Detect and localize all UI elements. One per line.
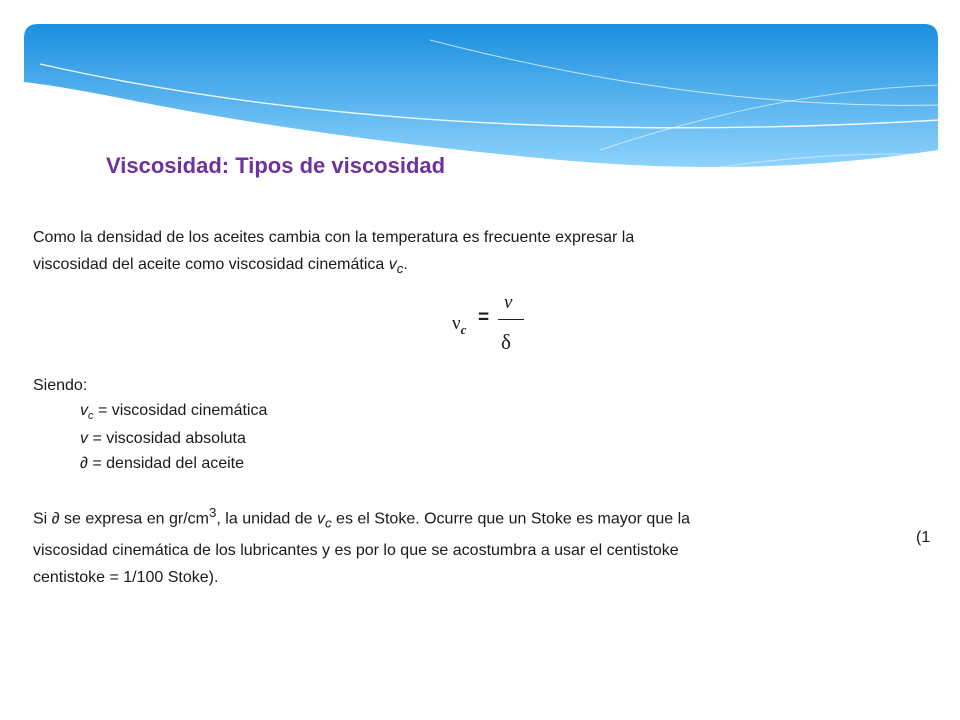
stoke-line-2: viscosidad cinemática de los lubricantes y es por lo que se acostumbra a usar el centistoke	[33, 541, 679, 559]
kinematic-symbol: v	[388, 256, 397, 273]
intro-paragraph	[33, 224, 935, 282]
fraction-bar	[498, 319, 524, 320]
definition-absolute: v = viscosidad absoluta	[80, 430, 246, 447]
formula-denominator: δ	[501, 330, 511, 354]
formula-equals: =	[478, 307, 490, 328]
kinematic-viscosity-formula	[446, 290, 536, 360]
stoke-line-2-tail: (1	[916, 529, 931, 546]
definition-density: ∂ = densidad del aceite	[80, 455, 245, 472]
siendo-label: Siendo:	[33, 377, 88, 394]
intro-line-1: Como la densidad de los aceites cambia con la temperatura es frecuente expresar la	[33, 229, 635, 246]
stoke-line-3: centistoke = 1/100 Stoke).	[33, 568, 219, 586]
slide-title: Viscosidad: Tipos de viscosidad	[106, 153, 446, 178]
definition-kinematic: $v_c$ = viscosidad cinemática	[80, 402, 268, 423]
formula-lhs: $\nu_c$	[452, 313, 467, 337]
stoke-paragraph	[33, 499, 935, 591]
stoke-line-1: Si ∂ se expresa en $gr/cm^3$, la unidad de $v_c$ es el Stoke. Ocurre que un Stoke es mayor que la	[33, 505, 691, 531]
intro-line-2: viscosidad del aceite como viscosidad cinemática $v_c$.	[33, 256, 408, 277]
formula-numerator: ν	[504, 292, 513, 313]
